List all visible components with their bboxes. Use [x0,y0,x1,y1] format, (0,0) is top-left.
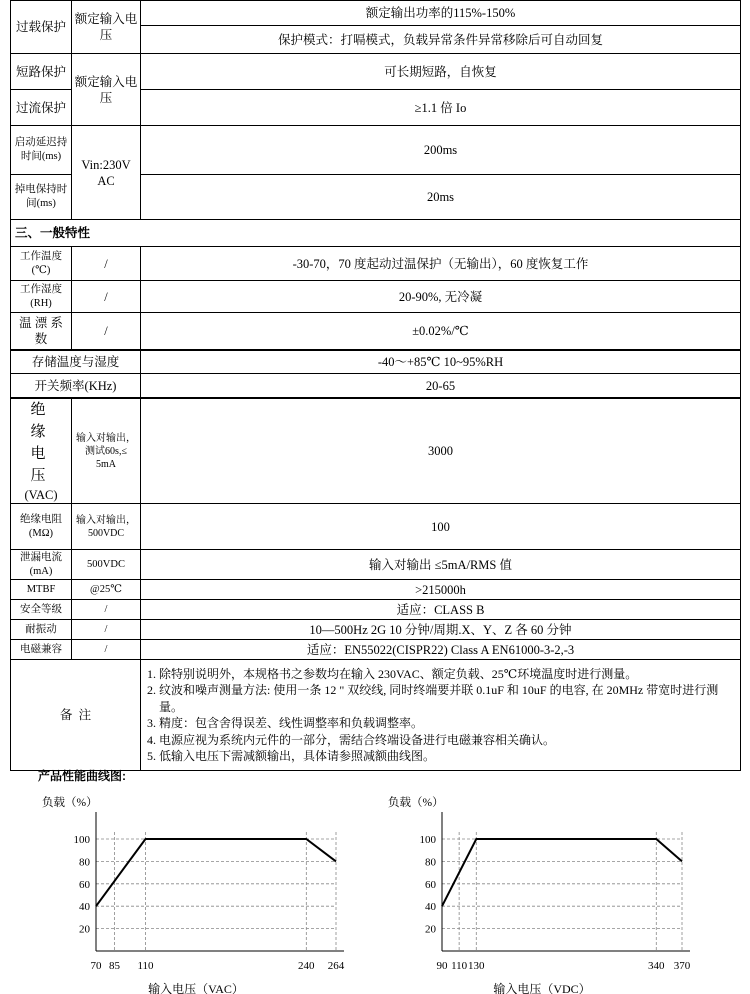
x-tick-label: 90 [436,960,448,972]
iso-voltage-unit: (VAC) [24,488,58,502]
row-value: -30-70，70 度起动过温保护（无输出），60 度恢复工作 [141,247,741,281]
spec-document [10,0,740,771]
table-row [11,640,741,660]
row-value: ≥1.1 倍 Io [141,90,741,126]
table-row [11,660,741,771]
remark-item: 1. 除特别说明外，本规格书之参数均在输入 230VAC、额定负载、25℃环境温度时进行测量。 [147,666,638,681]
table-row [11,313,741,350]
y-tick-label: 20 [79,923,90,936]
x-axis-label: 输入电压（VDC） [493,982,591,994]
row-value: -40～+85℃ 10~95%RH [141,351,741,374]
x-tick-label: 264 [327,960,345,972]
row-label: 安全等级 [11,600,72,620]
derating-curve [96,839,336,906]
row-condition: 额定输入电压 [72,54,141,126]
x-tick-label: 110 [451,960,468,972]
derating-chart-vdc [376,784,706,994]
y-axis-label: 负载（%） [42,797,98,809]
x-tick-label: 70 [90,960,102,972]
row-label: 掉电保持时间(ms) [11,175,72,220]
table-row [11,126,741,175]
row-label: 启动延迟持时间(ms) [11,126,72,175]
iso-resistance-unit: (MΩ) [28,527,54,539]
row-label: 泄漏电流(mA) [11,550,72,580]
table-row [11,580,741,600]
y-tick-label: 100 [73,834,90,846]
row-value: 100 [141,504,741,550]
row-label [11,399,72,504]
row-condition: 输入对输出，500VDC [72,504,141,550]
derating-chart-vac [30,784,360,994]
x-tick-label: 110 [137,960,154,972]
iso-voltage-label: 绝 缘 电 压 [30,402,52,484]
curve-section-title: 产品性能曲线图: [38,769,126,783]
row-label: 短路保护 [11,54,72,90]
row-value: 20ms [141,175,741,220]
row-value: 输入对输出 ≤5mA/RMS 值 [141,550,741,580]
x-tick-label: 370 [673,960,691,972]
table-row [11,54,741,90]
row-label: 存储温度与湿度 [11,351,141,374]
row-condition: / [72,640,141,660]
row-condition: 输入对输出，测试60s,≤ 5mA [72,399,141,504]
row-value: >215000h [141,580,741,600]
row-condition: / [72,281,141,313]
x-tick-label: 240 [298,960,315,972]
y-tick-label: 60 [79,878,90,891]
row-condition: 额定输入电压 [72,1,141,54]
row-label: 过载保护 [11,1,72,54]
row-condition: / [72,313,141,350]
y-axis-label: 负载（%） [388,797,444,809]
row-value: 适应：EN55022(CISPR22) Class A EN61000-3-2,-3 [141,640,741,660]
row-value: 可长期短路，自恢复 [141,54,741,90]
y-tick-label: 40 [79,901,90,914]
row-value: 保护模式：打嗝模式，负载异常条件异常移除后可自动回复 [141,26,741,54]
remark-item: 5. 低输入电压下需减额输出，具体请参照减额曲线图。 [147,749,436,763]
table-row [11,281,741,313]
table-row [11,247,741,281]
x-tick-label: 340 [648,960,665,972]
row-label: 工作湿度(RH) [11,281,72,313]
x-tick-label: 130 [468,960,485,972]
row-condition: / [72,247,141,281]
table-row [11,374,741,398]
row-label [11,504,72,550]
row-label: 温 漂 系 数 [11,313,72,350]
row-value: 20-65 [141,374,741,398]
row-value: 20-90%, 无冷凝 [141,281,741,313]
row-label: 工作温度(℃) [11,247,72,281]
y-tick-label: 80 [79,856,90,869]
spec-table-lower [10,350,741,398]
remarks-list [141,660,741,771]
row-condition: / [72,620,141,640]
row-condition: @25℃ [72,580,141,600]
table-row [11,620,741,640]
row-condition: Vin:230V AC [72,126,141,220]
row-label: MTBF [11,580,72,600]
remarks-label: 备 注 [11,660,141,771]
table-row [11,1,741,26]
row-label: 电磁兼容 [11,640,72,660]
section-header [11,220,741,247]
row-value: 3000 [141,399,741,504]
table-row [11,600,741,620]
row-condition: / [72,600,141,620]
row-label: 开关频率(KHz) [11,374,141,398]
x-tick-label: 85 [109,960,121,972]
remark-item: 3. 精度：包含舍得误差、线性调整率和负载调整率。 [147,716,424,730]
table-row [11,504,741,550]
row-value: 额定输出功率的115%-150% [141,1,741,26]
remark-item: 2. 纹波和噪声测量方法: 使用一条 12 " 双绞线, 同时终端要并联 0.1uF 和 10uF 的电容, 在 20MHz 带宽时进行测量。 [147,683,719,714]
section-title: 三、一般特性 [11,220,741,247]
spec-table [10,0,741,350]
table-row [11,550,741,580]
y-tick-label: 80 [425,856,436,869]
row-value: 10—500Hz 2G 10 分钟/周期.X、Y、Z 各 60 分钟 [141,620,741,640]
remark-item: 4. 电源应视为系统内元件的一部分，需结合终端设备进行电磁兼容相关确认。 [147,732,556,747]
table-row [11,399,741,504]
spec-table-bottom [10,398,741,771]
table-row [11,351,741,374]
row-condition: 500VDC [72,550,141,580]
y-tick-label: 20 [425,923,436,936]
y-tick-label: 40 [425,901,436,914]
iso-resistance-label: 绝缘电阻 [20,513,62,525]
y-tick-label: 60 [425,878,436,891]
row-value: ±0.02%/℃ [141,313,741,350]
row-label: 耐振动 [11,620,72,640]
row-label: 过流保护 [11,90,72,126]
row-value: 适应：CLASS B [141,600,741,620]
derating-curve [442,839,682,906]
y-tick-label: 100 [419,834,436,846]
x-axis-label: 输入电压（VAC） [148,982,244,994]
row-value: 200ms [141,126,741,175]
